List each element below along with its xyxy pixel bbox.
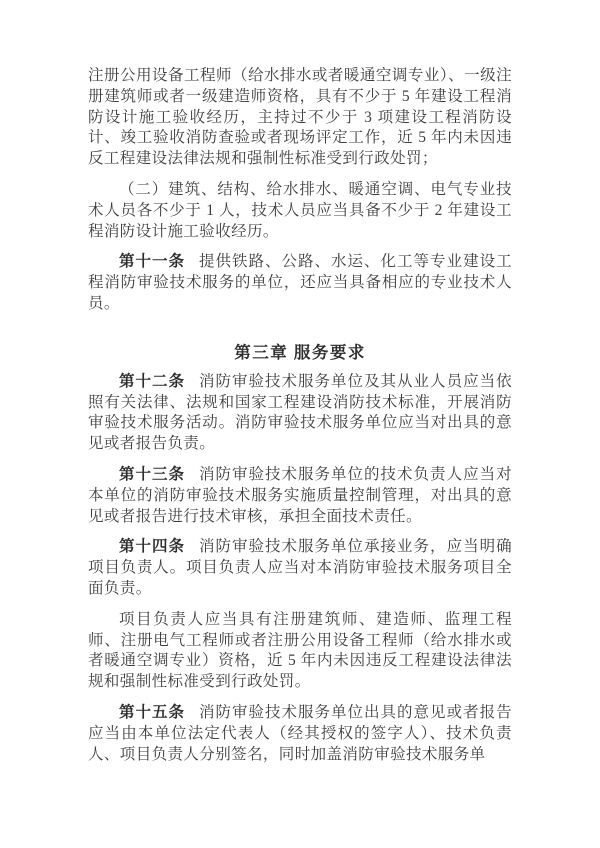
paragraph-article-12 (88, 372, 512, 455)
paragraph-text: 消防审验技术服务单位的技术负责人应当对本单位的消防审验技术服务实施质量控制管理，对出具的意见或者报告进行技术审核，承担全面技术责任。 (88, 465, 512, 525)
article-number: 第十五条 (119, 703, 186, 721)
paragraph-article-11 (88, 252, 512, 314)
paragraph-article-13 (88, 465, 512, 527)
article-number: 第十一条 (119, 253, 186, 271)
paragraph-project-leader (88, 610, 512, 693)
paragraph-item-2 (88, 180, 512, 242)
paragraph-text: 消防审验技术服务单位承接业务，应当明确项目负责人。项目负责人应当对本消防审验技术服务项目全面负责。 (88, 538, 512, 597)
paragraph-article-15 (88, 703, 512, 765)
paragraph-text: 消防审验技术服务单位出具的意见或者报告应当由本单位法定代表人（经其授权的签字人）、技术负责人、项目负责人分别签名，同时加盖消防审验技术服务单 (88, 703, 512, 763)
paragraph-text: 项目负责人应当具有注册建筑师、建造师、监理工程师、注册电气工程师或者注册公用设备工程师（给水排水或者暖通空调专业）资格，近 5 年内未因违反工程建设法律法规和强制性标准受到行政处罚。 (88, 610, 512, 691)
paragraph-continuation (88, 66, 512, 170)
paragraph-text: 注册公用设备工程师（给水排水或者暖通空调专业）、一级注册建筑师或者一级建造师资格，具有不少于 5 年建设工程消防设计施工验收经历，主持过不少于 3 项建设工程消防设计、竣工验收消防查验或者现场评定工作，近 5 年内未因违反工程建设法律法规和强制性标准受到行政处罚； (88, 67, 512, 168)
article-number: 第十四条 (119, 538, 186, 556)
paragraph-text: （二）建筑、结构、给水排水、暖通空调、电气专业技术人员各不少于 1 人，技术人员应当具备不少于 2 年建设工程消防设计施工验收经历。 (88, 180, 512, 240)
paragraph-text: 提供铁路、公路、水运、化工等专业建设工程消防审验技术服务的单位，还应当具备相应的专业技术人员。 (88, 253, 512, 312)
paragraph-article-14 (88, 537, 512, 599)
article-number: 第十二条 (119, 372, 186, 390)
article-number: 第十三条 (119, 465, 186, 483)
paragraph-text: 消防审验技术服务单位及其从业人员应当依照有关法律、法规和国家工程建设消防技术标准，开展消防审验技术服务活动。消防审验技术服务单位应当对出具的意见或者报告负责。 (88, 372, 512, 453)
chapter-heading: 第三章 服务要求 (234, 342, 366, 362)
